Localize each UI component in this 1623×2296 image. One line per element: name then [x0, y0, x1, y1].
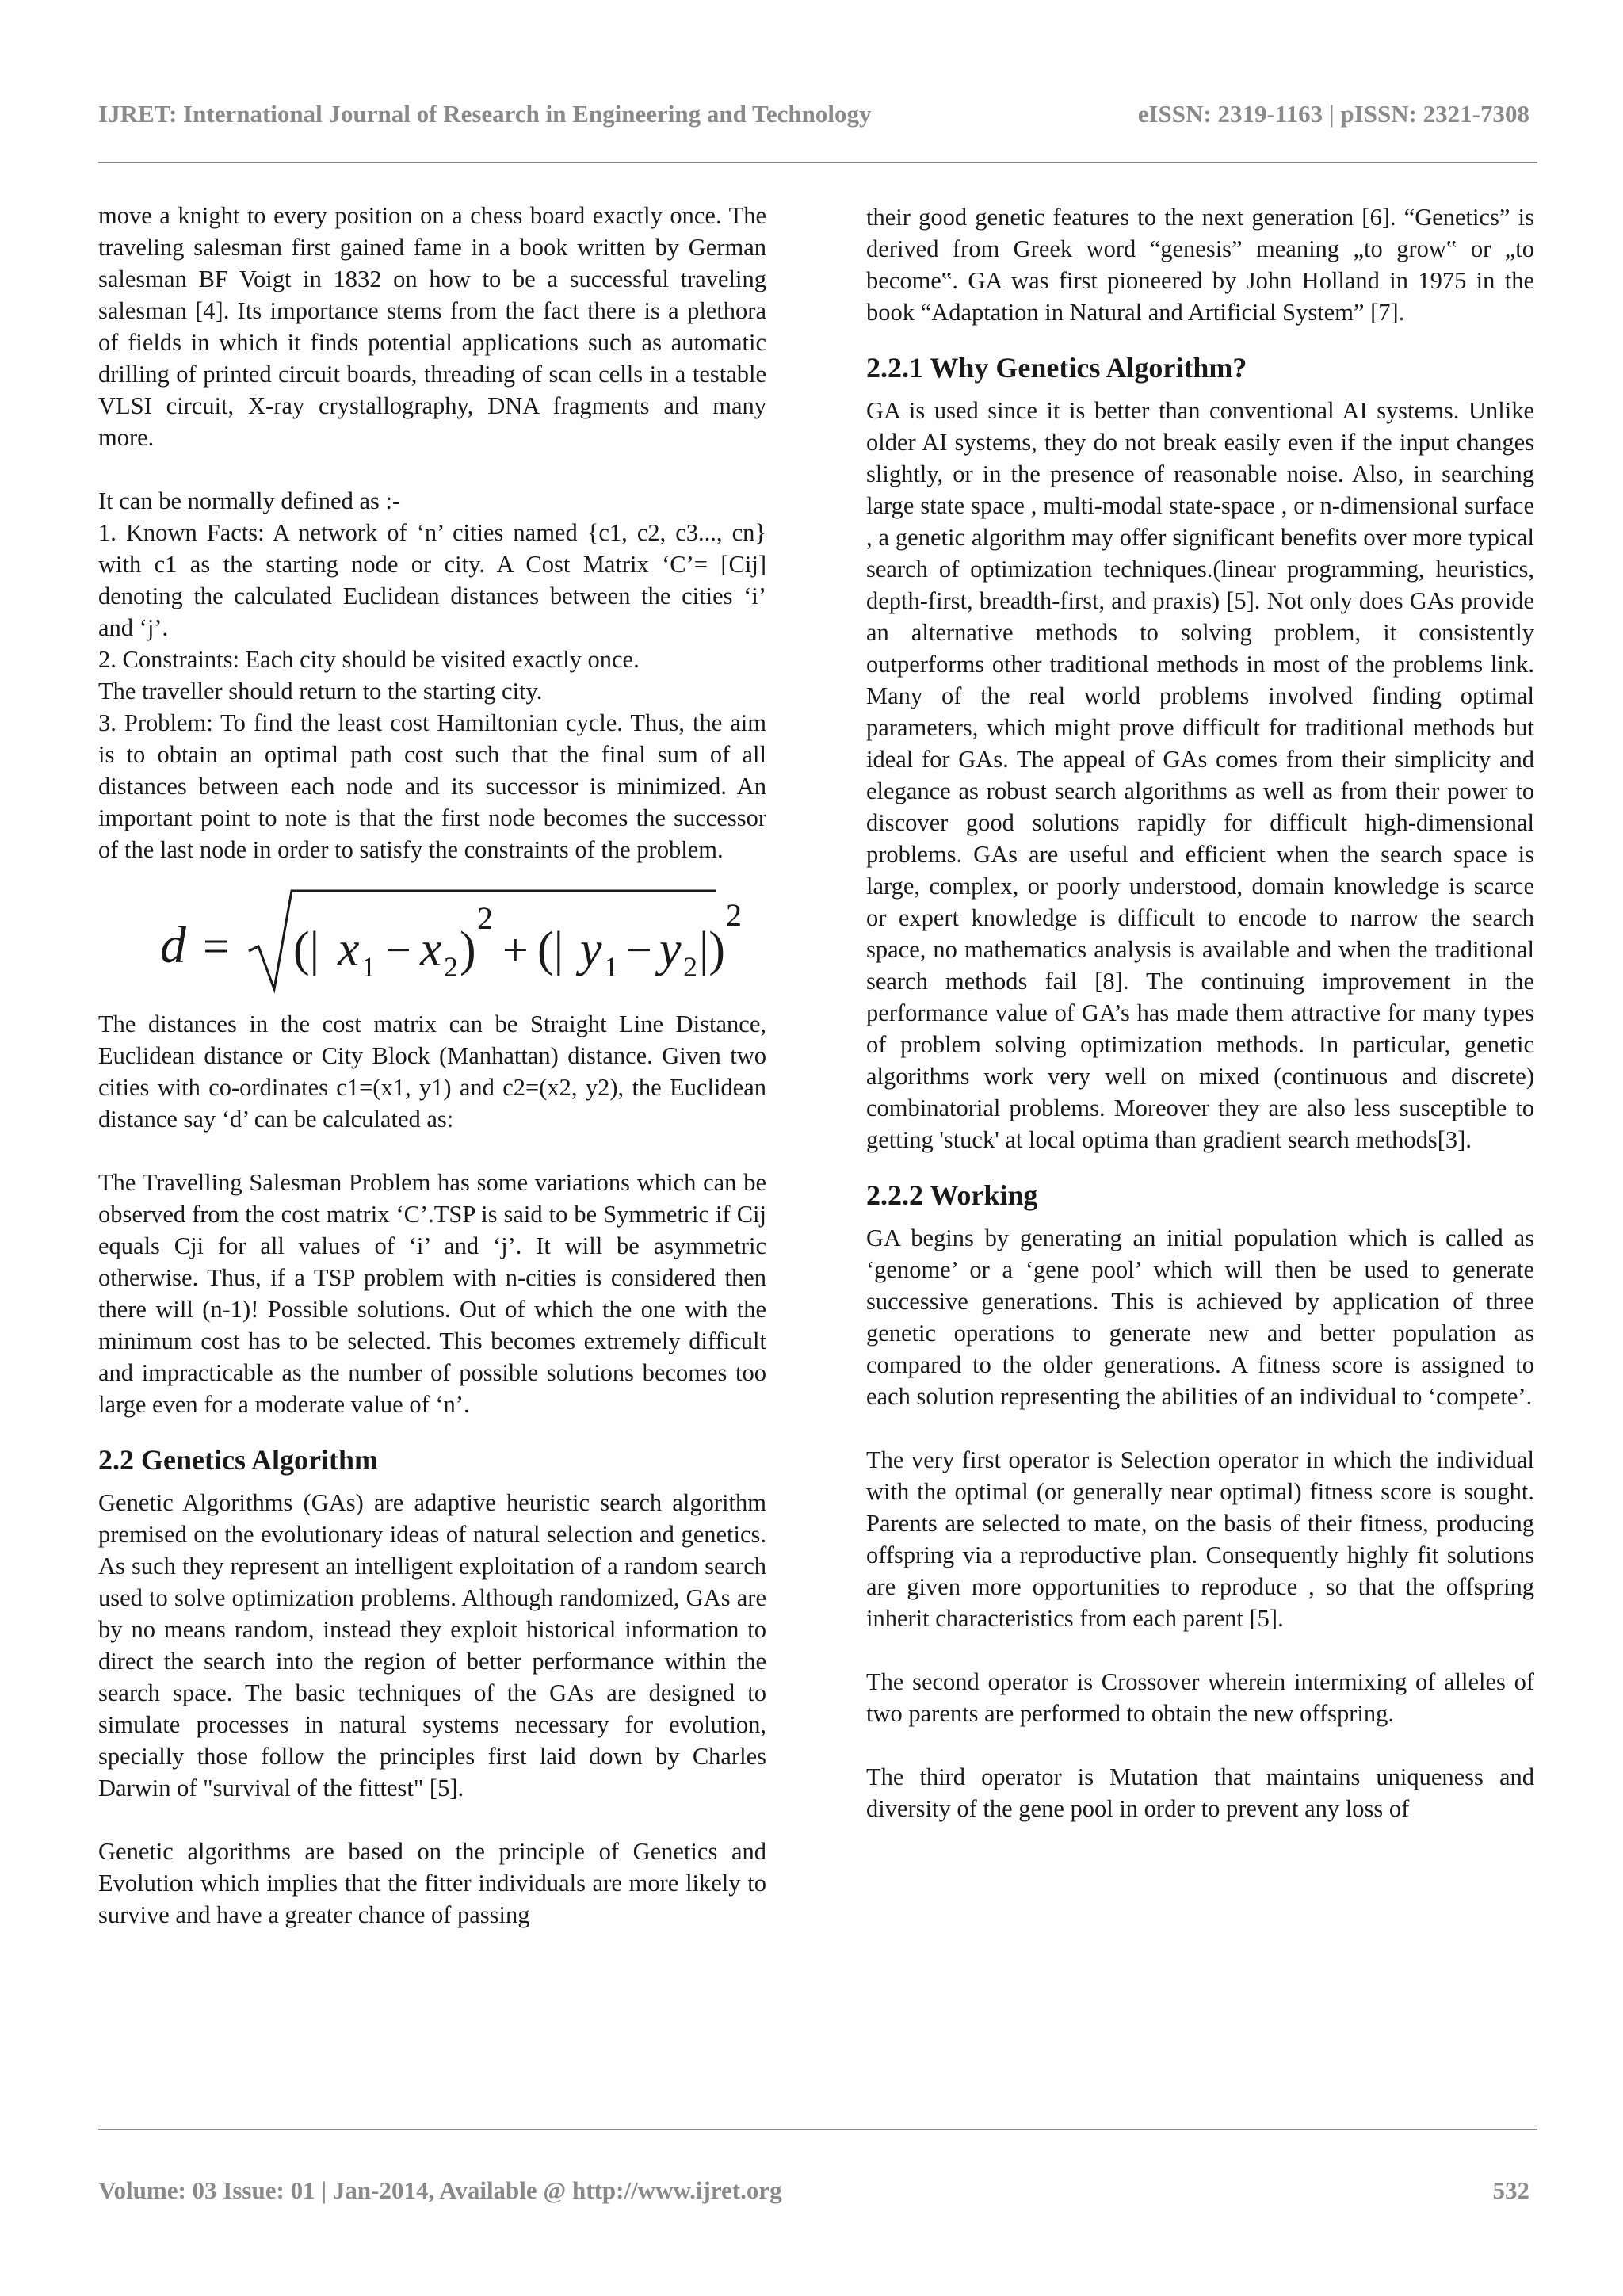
- formula-x2-sub: 2: [444, 951, 458, 983]
- formula-minus-y: −: [626, 924, 652, 976]
- formula-d: d: [160, 916, 186, 974]
- issn-numbers: eISSN: 2319-1163 | pISSN: 2321-7308: [1137, 100, 1529, 128]
- formula-equals: =: [203, 920, 230, 972]
- formula-x2: x: [420, 923, 442, 976]
- formula-y2: y: [659, 923, 682, 976]
- paragraph-selection: The very first operator is Selection operator in which the individual with the optimal (or generally near optimal) fitness score is sought. Parents are selected to mate, on the basis of their fitness, producing offspring via a reproductive plan. Consequently highly fit solutions are given more opportunities to reproduce , so that the offspring inherit characteristics from each parent [5].: [866, 1446, 1534, 1632]
- formula-x1-sub: 1: [361, 951, 376, 983]
- definition-known-facts: 1. Known Facts: A network of ‘n’ cities named {c1, c2, c3..., cn} with c1 as the starting node or city. A Cost Matrix ‘C’= [Cij] denoting the calculated Euclidean distances between the cities ‘i’ and ‘j’.: [98, 519, 766, 641]
- page-footer: [98, 2176, 1529, 2205]
- definition-problem: 3. Problem: To find the least cost Hamiltonian cycle. Thus, the aim is to obtain an optimal path cost such that the final sum of all distances between each node and its successor is minimized. An important point to note is that the first node becomes the successor of the last node in order to satisfy the constraints of the problem.: [98, 709, 766, 863]
- paragraph-ga-definition: Genetic Algorithms (GAs) are adaptive heuristic search algorithm premised on the evolutionary ideas of natural selection and genetics. As such they represent an intelligent exploitation of a random search used to solve optimization problems. Although randomized, GAs are by no means random, instead they exploit historical information to direct the search into the region of better performance within the search space. The basic techniques of the GAs are designed to simulate processes in natural systems necessary for evolution, specially those follow the principles first laid down by Charles Darwin of "survival of the fittest" [5].: [98, 1489, 766, 1801]
- footer-divider: [98, 2129, 1537, 2130]
- formula-minus-x: −: [385, 924, 411, 976]
- formula-open-abs-y: (|: [537, 923, 564, 976]
- paragraph-why-ga: GA is used since it is better than conventional AI systems. Unlike older AI systems, they do not break easily even if the input changes slightly, or in the presence of reasonable noise. Also, in searching large state space , multi-modal state-space , or n-dimensional surface , a genetic algorithm may offer significant benefits over more typical search of optimization techniques.(linear programming, heuristics, depth-first, breadth-first, and praxis) [5]. Not only does GAs provide an alternative methods to solving problem, it consistently outperforms other traditional methods in most of the problems link. Many of the real world problems involved finding optimal parameters, which might prove difficult for traditional methods but ideal for GAs. The appeal of GAs comes from their simplicity and elegance as robust search algorithms as well as from their power to discover good solutions rapidly for difficult high-dimensional problems. GAs are useful and efficient when the search space is large, complex, or poorly understood, domain knowledge is scarce or expert knowledge is difficult to encode to narrow the search space, no mathematics analysis is available and when the traditional search methods fail [8]. The continuing improvement in the performance value of GA’s has made them attractive for many types of problem solving optimization methods. In particular, genetic algorithms work very well on mixed (continuous and discrete) combinatorial problems. Moreover they are also less susceptible to getting 'stuck' at local optima than gradient search methods[3].: [866, 397, 1534, 1153]
- page-number: 532: [1492, 2176, 1529, 2204]
- formula-exp-x: 2: [477, 900, 493, 936]
- formula-graphic: [130, 873, 748, 1000]
- page-header: [98, 100, 1529, 128]
- paragraph-mutation: The third operator is Mutation that maintains uniqueness and diversity of the gene pool in order to prevent any loss of: [866, 1763, 1534, 1822]
- heading-why-genetics: 2.2.1 Why Genetics Algorithm?: [866, 352, 1247, 384]
- definition-intro: It can be normally defined as :-: [98, 487, 401, 514]
- formula-exp-y: 2: [726, 897, 742, 933]
- formula-x1: x: [338, 923, 360, 976]
- formula-close-paren-x: ): [460, 923, 476, 976]
- formula-plus: +: [502, 924, 529, 976]
- paragraph-tsp-variations: The Travelling Salesman Problem has some variations which can be observed from the cost matrix ‘C’.TSP is said to be Symmetric if Cij equals Cji for all values of ‘i’ and ‘j’. It will be asymmetric otherwise. Thus, if a TSP problem with n-cities is considered then there will (n-1)! Possible solutions. Out of which the one with the minimum cost has to be selected. This becomes extremely difficult and impracticable as the number of possible solutions becomes too large even for a moderate value of ‘n’.: [98, 1169, 766, 1418]
- formula-y2-sub: 2: [683, 951, 697, 983]
- paragraph-working: GA begins by generating an initial population which is called as ‘genome’ or a ‘gene pool’ which will then be used to generate successive generations. This is achieved by application of three genetic operations to generate new and better population as compared to the older generations. A fitness score is assigned to each solution representing the abilities of an individual to ‘compete’.: [866, 1224, 1534, 1410]
- formula-y1: y: [580, 923, 602, 976]
- formula-close-abs-y: |): [699, 923, 726, 976]
- heading-genetics-algorithm: 2.2 Genetics Algorithm: [98, 1444, 378, 1476]
- left-column: [98, 200, 766, 1931]
- volume-info: Volume: 03 Issue: 01 | Jan-2014, Available @ http://www.ijret.org: [98, 2176, 782, 2204]
- paragraph-crossover: The second operator is Crossover wherein intermixing of alleles of two parents are performed to obtain the new offspring.: [866, 1668, 1534, 1727]
- paragraph-genetics-origin: their good genetic features to the next generation [6]. “Genetics” is derived from Greek word “genesis” meaning „to grow‟ or „to become‟. GA was first pioneered by John Holland in 1975 in the book “Adaptation in Natural and Artificial System” [7].: [866, 204, 1534, 326]
- paragraph-distances: The distances in the cost matrix can be Straight Line Distance, Euclidean distance or City Block (Manhattan) distance. Given two cities with co-ordinates c1=(x1, y1) and c2=(x2, y2), the Euclidean distance say ‘d’ can be calculated as:: [98, 1010, 766, 1133]
- paragraph-ga-principle: Genetic algorithms are based on the principle of Genetics and Evolution which implies that the fitter individuals are more likely to survive and have a greater chance of passing: [98, 1838, 766, 1928]
- definition-constraints-return: The traveller should return to the starting city.: [98, 678, 543, 705]
- header-divider: [98, 162, 1537, 163]
- formula-y1-sub: 1: [604, 951, 618, 983]
- heading-working: 2.2.2 Working: [866, 1179, 1038, 1211]
- formula-open-abs-x: (|: [293, 923, 320, 976]
- euclidean-distance-formula: [98, 873, 766, 1000]
- right-column: [866, 201, 1534, 1824]
- definition-constraints: 2. Constraints: Each city should be visited exactly once.: [98, 646, 640, 673]
- journal-title: IJRET: International Journal of Research in Engineering and Technology: [98, 100, 872, 128]
- paragraph-knight-tsp: move a knight to every position on a chess board exactly once. The traveling salesman first gained fame in a book written by German salesman BF Voigt in 1832 on how to be a successful traveling salesman [4]. Its importance stems from the fact there is a plethora of fields in which it finds potential applications such as automatic drilling of printed circuit boards, threading of scan cells in a testable VLSI circuit, X-ray crystallography, DNA fragments and many more.: [98, 202, 766, 451]
